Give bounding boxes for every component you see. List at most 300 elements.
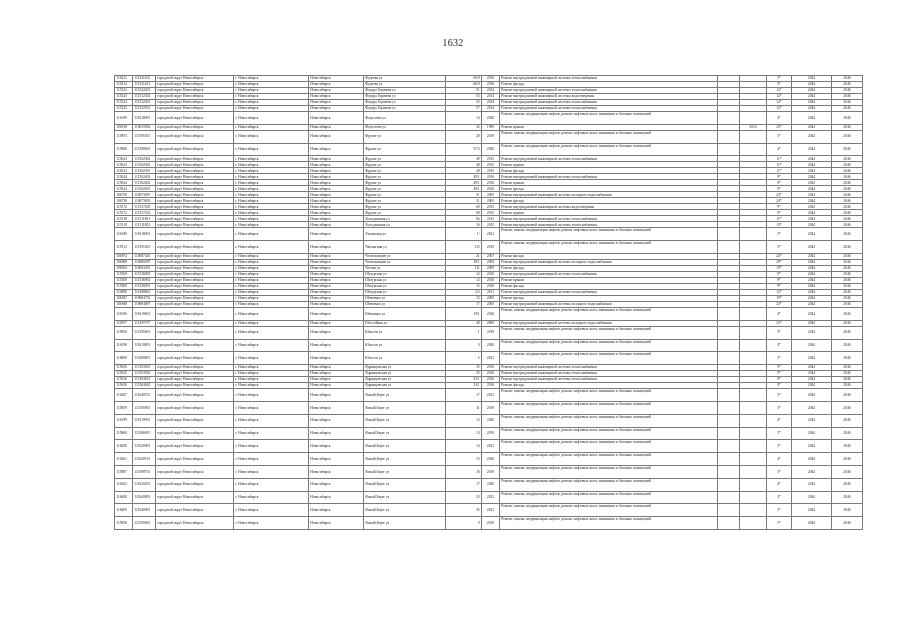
cell-house: 8a	[446, 216, 482, 222]
cell-raion: Новосибирск	[309, 453, 364, 466]
cell-district: городской округ Новосибирск	[156, 414, 234, 427]
cell-raion: Новосибирск	[309, 216, 364, 222]
cell-street: Ясный Берег ул	[364, 465, 446, 478]
cell-id: 115635	[115, 365, 133, 371]
cell-c: 5*	[767, 241, 792, 254]
cell-district: городской округ Новосибирск	[156, 174, 234, 180]
cell-street: Федосеева ул	[364, 124, 446, 130]
cell-house: 35	[446, 371, 482, 377]
cell-district: городской округ Новосибирск	[156, 210, 234, 216]
cell-district: городской округ Новосибирск	[156, 289, 234, 295]
cell-year: 2005	[482, 198, 500, 204]
cell-blank	[718, 326, 740, 339]
cell-p1: 2044	[792, 180, 832, 186]
cell-district: городской округ Новосибирск	[156, 88, 234, 94]
cell-p1: 2044	[792, 365, 832, 371]
cell-c: 23*	[767, 124, 792, 130]
cell-code: 111498801	[133, 289, 156, 295]
cell-c: 11*	[767, 216, 792, 222]
cell-c: 9*	[767, 365, 792, 371]
cell-district: городской округ Новосибирск	[156, 168, 234, 174]
page-number: 1632	[442, 38, 464, 49]
cell-b	[740, 339, 767, 352]
cell-raion: Новосибирск	[309, 427, 364, 440]
cell-district: городской округ Новосибирск	[156, 186, 234, 192]
cell-code: 111536901	[133, 283, 156, 289]
cell-p1: 2044	[792, 100, 832, 106]
cell-id: 116201	[115, 453, 133, 466]
cell-code: 111585901	[133, 401, 156, 414]
cell-c: 9*	[767, 204, 792, 210]
cell-house: 13	[446, 427, 482, 440]
cell-p1: 2044	[792, 259, 832, 265]
cell-c: 3*	[767, 389, 792, 402]
cell-blank	[718, 440, 740, 453]
cell-city: г. Новосибирск	[234, 210, 309, 216]
cell-code: 111563502	[133, 371, 156, 377]
cell-work: Ремонт фасада	[500, 82, 718, 88]
cell-p1: 2044	[792, 76, 832, 82]
cell-p2: 2046	[832, 198, 863, 204]
cell-street: Федора Горячева ул	[364, 100, 446, 106]
cell-id: 115322	[115, 88, 133, 94]
table-row	[115, 453, 863, 466]
cell-p1: 2044	[792, 124, 832, 130]
cell-district: городской округ Новосибирск	[156, 180, 234, 186]
cell-work: Ремонт, замена, модернизация лифтов, ремонт лифтовых шахт, машинных и блочных помещений	[500, 453, 718, 466]
cell-work: Ремонт внутридомовой инженерной системы водоотведения	[500, 204, 718, 210]
cell-p1: 2044	[792, 414, 832, 427]
cell-c: 12*	[767, 94, 792, 100]
cell-p2: 2046	[832, 76, 863, 82]
cell-p2: 2046	[832, 339, 863, 352]
cell-c: 5*	[767, 76, 792, 82]
cell-work: Ремонт внутридомовой инженерной системы теплоснабжения	[500, 106, 718, 112]
cell-year: 2005	[482, 192, 500, 198]
cell-street: Ясный Берег ул	[364, 401, 446, 414]
cell-street: Юности ул	[364, 339, 446, 352]
cell-district: городской округ Новосибирск	[156, 124, 234, 130]
cell-c: 9*	[767, 174, 792, 180]
cell-p1: 2044	[792, 253, 832, 259]
cell-p1: 2044	[792, 283, 832, 289]
cell-p2: 2046	[832, 352, 863, 365]
cell-raion: Новосибирск	[309, 82, 364, 88]
cell-city: г. Новосибирск	[234, 124, 309, 130]
cell-p1: 2044	[792, 106, 832, 112]
cell-c: 9*	[767, 371, 792, 377]
cell-year: 2020	[482, 307, 500, 320]
cell-city: г. Новосибирск	[234, 491, 309, 504]
cell-p2: 2046	[832, 94, 863, 100]
cell-p1: 2044	[792, 277, 832, 283]
cell-p1: 2044	[792, 440, 832, 453]
cell-code: 110615802	[133, 124, 156, 130]
cell-code: 111640901	[133, 504, 156, 517]
cell-work: Ремонт внутридомовой инженерной системы теплоснабжения	[500, 365, 718, 371]
cell-raion: Новосибирск	[309, 180, 364, 186]
cell-p1: 2044	[792, 82, 832, 88]
cell-p1: 2044	[792, 174, 832, 180]
cell-year: 2005	[482, 301, 500, 307]
cell-p1: 2044	[792, 186, 832, 192]
table-row	[115, 228, 863, 241]
cell-raion: Новосибирск	[309, 106, 364, 112]
cell-street: Ядринцевская ул	[364, 365, 446, 371]
cell-p2: 2046	[832, 112, 863, 125]
cell-street: Шатурская ул	[364, 271, 446, 277]
cell-p2: 2046	[832, 371, 863, 377]
cell-year: 2019	[482, 401, 500, 414]
cell-city: г. Новосибирск	[234, 352, 309, 365]
cell-work: Ремонт внутридомовой инженерной системы теплоснабжения	[500, 271, 718, 277]
cell-c: 3*	[767, 440, 792, 453]
cell-year: 2015	[482, 168, 500, 174]
cell-street: Ядринцевская ул	[364, 383, 446, 389]
cell-id: 115324	[115, 100, 133, 106]
cell-street: Фрунзе ул	[364, 180, 446, 186]
cell-b	[740, 401, 767, 414]
cell-street: Федосеева ул	[364, 112, 446, 125]
cell-code: 111532201	[133, 88, 156, 94]
cell-street: Юности ул	[364, 326, 446, 339]
cell-id: 106932	[115, 265, 133, 271]
cell-p1: 2044	[792, 265, 832, 271]
cell-raion: Новосибирск	[309, 259, 364, 265]
cell-year: 2020	[482, 339, 500, 352]
cell-code: 110673001	[133, 198, 156, 204]
cell-work: Ремонт, замена, модернизация лифтов, ремонт лифтовых шахт, машинных и блочных помещений	[500, 517, 718, 530]
cell-work: Ремонт фасада	[500, 265, 718, 271]
cell-house: 14	[446, 440, 482, 453]
cell-c: 4*	[767, 143, 792, 156]
cell-code: 111563602	[133, 383, 156, 389]
cell-house: 111	[446, 265, 482, 271]
cell-house: 9	[446, 517, 482, 530]
cell-year: 2019	[482, 427, 500, 440]
cell-street: Юности ул	[364, 352, 446, 365]
cell-id: 115624	[115, 180, 133, 186]
cell-city: г. Новосибирск	[234, 401, 309, 414]
cell-work: Ремонт, замена, модернизация лифтов, ремонт лифтовых шахт, машинных и блочных помещений	[500, 401, 718, 414]
cell-p2: 2046	[832, 271, 863, 277]
table-row	[115, 112, 863, 125]
cell-b: 2016	[740, 124, 767, 130]
cell-district: городской округ Новосибирск	[156, 216, 234, 222]
cell-house: 5	[446, 352, 482, 365]
cell-p1: 2044	[792, 289, 832, 295]
cell-code: 111591401	[133, 241, 156, 254]
cell-street: Челюскинцев ул	[364, 253, 446, 259]
cell-c: 9*	[767, 180, 792, 186]
cell-c: 24*	[767, 301, 792, 307]
cell-raion: Новосибирск	[309, 271, 364, 277]
cell-b	[740, 478, 767, 491]
cell-raion: Новосибирск	[309, 478, 364, 491]
cell-p1: 2044	[792, 389, 832, 402]
cell-work: Ремонт внутридомовой инженерной системы холодного водоснабжения	[500, 192, 718, 198]
cell-b	[740, 307, 767, 320]
cell-p2: 2046	[832, 414, 863, 427]
cell-p2: 2046	[832, 124, 863, 130]
cell-street: Чехова ул	[364, 265, 446, 271]
cell-code: 111619901	[133, 414, 156, 427]
table-row	[115, 478, 863, 491]
table-row	[115, 352, 863, 365]
cell-city: г. Новосибирск	[234, 94, 309, 100]
cell-raion: Новосибирск	[309, 228, 364, 241]
cell-raion: Новосибирск	[309, 401, 364, 414]
cell-year: 2009	[482, 295, 500, 301]
cell-c: 13*	[767, 222, 792, 228]
cell-code: 111620001	[133, 440, 156, 453]
cell-district: городской округ Новосибирск	[156, 339, 234, 352]
cell-c: 19*	[767, 295, 792, 301]
cell-code: 110694807	[133, 301, 156, 307]
cell-b	[740, 427, 767, 440]
cell-code: 111562304	[133, 156, 156, 162]
table-body	[115, 76, 863, 530]
cell-p2: 2046	[832, 222, 863, 228]
cell-id: 115323	[115, 94, 133, 100]
cell-district: городской округ Новосибирск	[156, 156, 234, 162]
cell-raion: Новосибирск	[309, 307, 364, 320]
cell-city: г. Новосибирск	[234, 198, 309, 204]
cell-city: г. Новосибирск	[234, 277, 309, 283]
cell-city: г. Новосибирск	[234, 186, 309, 192]
cell-raion: Новосибирск	[309, 339, 364, 352]
cell-year: 2004	[482, 259, 500, 265]
cell-c: 3*	[767, 352, 792, 365]
cell-c: 9*	[767, 210, 792, 216]
cell-work: Ремонт фасада	[500, 253, 718, 259]
cell-p2: 2046	[832, 253, 863, 259]
cell-blank	[718, 453, 740, 466]
cell-id: 106158	[115, 124, 133, 130]
cell-district: городской округ Новосибирск	[156, 491, 234, 504]
table-row	[115, 465, 863, 478]
cell-year: 2012	[482, 216, 500, 222]
cell-house: 49	[446, 156, 482, 162]
table-row	[115, 326, 863, 339]
cell-district: городской округ Новосибирск	[156, 222, 234, 228]
cell-id: 116198	[115, 339, 133, 352]
cell-p1: 2044	[792, 204, 832, 210]
cell-work: Ремонт фасада	[500, 168, 718, 174]
cell-house: 1	[446, 326, 482, 339]
cell-b	[740, 112, 767, 125]
cell-city: г. Новосибирск	[234, 143, 309, 156]
cell-house: 17	[446, 478, 482, 491]
cell-p2: 2046	[832, 401, 863, 414]
cell-p2: 2046	[832, 156, 863, 162]
cell-city: г. Новосибирск	[234, 289, 309, 295]
cell-year: 2020	[482, 112, 500, 125]
cell-year: 2016	[482, 180, 500, 186]
cell-p2: 2046	[832, 465, 863, 478]
cell-raion: Новосибирск	[309, 414, 364, 427]
cell-year: 2009	[482, 265, 500, 271]
cell-code: 111563601	[133, 377, 156, 383]
cell-year: 2020	[482, 143, 500, 156]
cell-street: Фрунзе ул	[364, 204, 446, 210]
cell-p2: 2046	[832, 130, 863, 143]
cell-p1: 2044	[792, 241, 832, 254]
cell-work: Ремонт внутридомовой инженерной системы теплоснабжения	[500, 216, 718, 222]
cell-raion: Новосибирск	[309, 277, 364, 283]
cell-work: Ремонт, замена, модернизация лифтов, ремонт лифтовых шахт, машинных и блочных помещений	[500, 478, 718, 491]
cell-district: городской округ Новосибирск	[156, 371, 234, 377]
cell-city: г. Новосибирск	[234, 156, 309, 162]
cell-id: 116180	[115, 228, 133, 241]
cell-city: г. Новосибирск	[234, 130, 309, 143]
cell-year: 2015	[482, 222, 500, 228]
cell-work: Ремонт внутридомовой инженерной системы теплоснабжения	[500, 371, 718, 377]
cell-code: 111619801	[133, 339, 156, 352]
cell-p1: 2044	[792, 130, 832, 143]
cell-work: Ремонт крыши	[500, 277, 718, 283]
cell-street: Челюскинцев ул	[364, 259, 446, 265]
cell-p2: 2046	[832, 383, 863, 389]
cell-code: 111618901	[133, 112, 156, 125]
cell-p2: 2046	[832, 100, 863, 106]
cell-id: 116408	[115, 491, 133, 504]
cell-district: городской округ Новосибирск	[156, 106, 234, 112]
cell-district: городской округ Новосибирск	[156, 453, 234, 466]
cell-raion: Новосибирск	[309, 371, 364, 377]
cell-raion: Новосибирск	[309, 186, 364, 192]
cell-district: городской округ Новосибирск	[156, 427, 234, 440]
cell-p2: 2046	[832, 174, 863, 180]
cell-city: г. Новосибирск	[234, 162, 309, 168]
cell-year: 2019	[482, 465, 500, 478]
cell-blank	[718, 352, 740, 365]
cell-raion: Новосибирск	[309, 377, 364, 383]
cell-p1: 2044	[792, 352, 832, 365]
cell-code: 111588701	[133, 465, 156, 478]
cell-p2: 2046	[832, 365, 863, 371]
cell-c: 4*	[767, 414, 792, 427]
cell-year: 2015	[482, 210, 500, 216]
cell-p2: 2046	[832, 301, 863, 307]
cell-p2: 2046	[832, 192, 863, 198]
cell-raion: Новосибирск	[309, 198, 364, 204]
cell-work: Ремонт внутридомовой инженерной системы холодного водоснабжения	[500, 320, 718, 326]
cell-p1: 2044	[792, 371, 832, 377]
cell-c: 5*	[767, 517, 792, 530]
table-row	[115, 427, 863, 440]
cell-p2: 2046	[832, 82, 863, 88]
cell-p1: 2044	[792, 94, 832, 100]
cell-street: Ясный Берег ул	[364, 517, 446, 530]
cell-c: 9*	[767, 377, 792, 383]
cell-work: Ремонт внутридомовой инженерной системы водоотведения	[500, 94, 718, 100]
cell-code: 111562403	[133, 174, 156, 180]
table-row	[115, 241, 863, 254]
cell-id: 115860	[115, 427, 133, 440]
cell-id: 115623	[115, 168, 133, 174]
cell-house: 49	[446, 162, 482, 168]
cell-house: 49	[446, 320, 482, 326]
cell-code: 111536903	[133, 271, 156, 277]
cell-city: г. Новосибирск	[234, 504, 309, 517]
cell-work: Ремонт фасада	[500, 186, 718, 192]
cell-c: 5*	[767, 465, 792, 478]
cell-house: 17	[446, 389, 482, 402]
cell-work: Ремонт, замена, модернизация лифтов, ремонт лифтовых шахт, машинных и блочных помещений	[500, 465, 718, 478]
cell-raion: Новосибирск	[309, 143, 364, 156]
cell-id: 116808	[115, 352, 133, 365]
table-row	[115, 339, 863, 352]
cell-raion: Новосибирск	[309, 253, 364, 259]
cell-year: 2016	[482, 371, 500, 377]
cell-p2: 2046	[832, 307, 863, 320]
cell-id: 116409	[115, 504, 133, 517]
cell-house: 12	[446, 271, 482, 277]
cell-p1: 2044	[792, 339, 832, 352]
cell-house: 53	[446, 94, 482, 100]
cell-house: 49/1	[446, 174, 482, 180]
cell-work: Ремонт, замена, модернизация лифтов, ремонт лифтовых шахт, машинных и блочных помещений	[500, 228, 718, 241]
cell-house: 21	[446, 253, 482, 259]
cell-house: 17	[446, 301, 482, 307]
table-row	[115, 307, 863, 320]
cell-p2: 2046	[832, 241, 863, 254]
cell-p1: 2044	[792, 295, 832, 301]
cell-work: Ремонт внутридомовой инженерной системы теплоснабжения	[500, 100, 718, 106]
cell-street: Фрунзе ул	[364, 168, 446, 174]
cell-year: 2019	[482, 326, 500, 339]
cell-work: Ремонт, замена, модернизация лифтов, ремонт лифтовых шахт, машинных и блочных помещений	[500, 339, 718, 352]
cell-house: 57	[446, 106, 482, 112]
cell-work: Ремонт крыши	[500, 180, 718, 186]
cell-house: 55	[446, 100, 482, 106]
cell-c: 5*	[767, 326, 792, 339]
cell-work: Ремонт, замена, модернизация лифтов, ремонт лифтовых шахт, машинных и блочных помещений	[500, 352, 718, 365]
table-row	[115, 143, 863, 156]
cell-p2: 2046	[832, 283, 863, 289]
cell-p1: 2044	[792, 210, 832, 216]
cell-raion: Новосибирск	[309, 210, 364, 216]
cell-id: 106947	[115, 295, 133, 301]
cell-city: г. Новосибирск	[234, 100, 309, 106]
cell-street: Ясный Берег ул	[364, 453, 446, 466]
cell-year: 2020	[482, 478, 500, 491]
cell-street: Федора Горячева ул	[364, 94, 446, 100]
cell-street: Чаплыгина ул	[364, 241, 446, 254]
cell-code: 111511801	[133, 216, 156, 222]
cell-p1: 2044	[792, 198, 832, 204]
cell-c: 24*	[767, 198, 792, 204]
cell-code: 111541431	[133, 82, 156, 88]
cell-code: 111536902	[133, 277, 156, 283]
cell-c: 12*	[767, 100, 792, 106]
cell-street: Фрунзе ул	[364, 156, 446, 162]
cell-c: 5*	[767, 401, 792, 414]
cell-raion: Новосибирск	[309, 100, 364, 106]
cell-id: 115635	[115, 371, 133, 377]
cell-street: Фрунзе ул	[364, 162, 446, 168]
cell-code: 111532401	[133, 100, 156, 106]
cell-street: Шатурская ул	[364, 283, 446, 289]
cell-c: 5*	[767, 82, 792, 88]
cell-code: 111562302	[133, 162, 156, 168]
cell-p1: 2044	[792, 517, 832, 530]
cell-p2: 2046	[832, 453, 863, 466]
cell-city: г. Новосибирск	[234, 453, 309, 466]
cell-year: 2011	[482, 289, 500, 295]
cell-house: 51	[446, 192, 482, 198]
